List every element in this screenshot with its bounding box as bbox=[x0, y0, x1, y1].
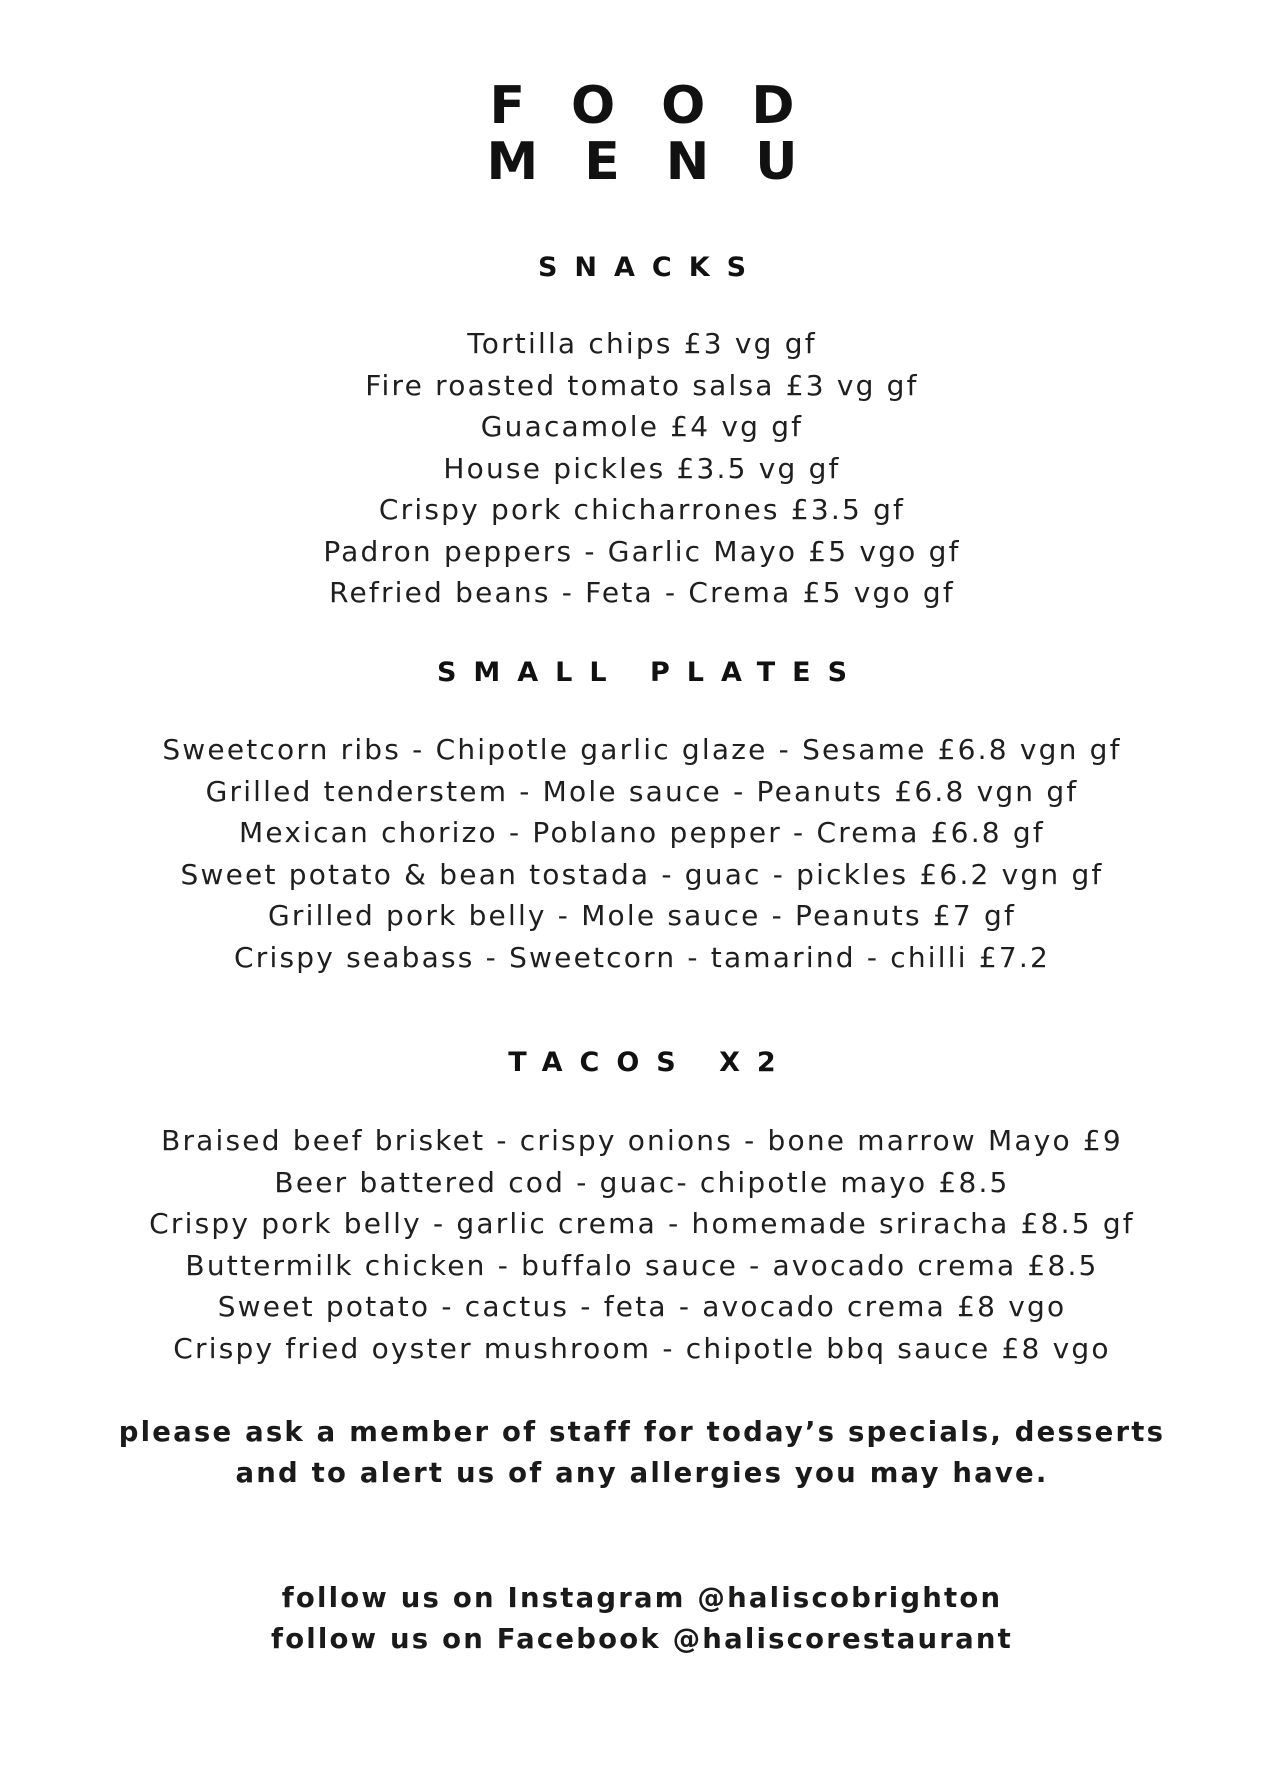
menu-item: Crispy seabass - Sweetcorn - tamarind - chilli £7.2 bbox=[234, 940, 1050, 974]
allergy-notice-line-1: please ask a member of staff for today’s specials, desserts bbox=[118, 1416, 1166, 1448]
menu-item: Padron peppers - Garlic Mayo £5 vgo gf bbox=[323, 534, 961, 568]
snacks-heading: SNACKS bbox=[537, 252, 764, 283]
menu-item: Guacamole £4 vg gf bbox=[480, 410, 804, 443]
menu-item: Tortilla chips £3 vg gf bbox=[467, 327, 817, 360]
menu-item: Sweet potato & bean tostada - guac - pickles £6.2 vgn gf bbox=[180, 857, 1104, 891]
facebook-line: follow us on Facebook @haliscorestaurant bbox=[271, 1623, 1013, 1655]
menu-item: Crispy pork chicharrones £3.5 gf bbox=[378, 493, 906, 526]
menu-item: Buttermilk chicken - buffalo sauce - avocado crema £8.5 bbox=[185, 1248, 1099, 1282]
menu-item: Crispy fried oyster mushroom - chipotle bbq sauce £8 vgo bbox=[173, 1331, 1111, 1365]
allergy-notice bbox=[0, 1412, 1284, 1494]
menu-title-line-1: FOOD bbox=[489, 76, 841, 136]
small-plates-heading: SMALL PLATES bbox=[436, 657, 865, 688]
menu-item: Braised beef brisket - crispy onions - bone marrow Mayo £9 bbox=[161, 1124, 1123, 1157]
menu-item: House pickles £3.5 vg gf bbox=[443, 451, 841, 485]
menu-item: Grilled tenderstem - Mole sauce - Peanuts £6.8 vgn gf bbox=[205, 774, 1079, 808]
menu-item: Fire roasted tomato salsa £3 vg gf bbox=[365, 368, 919, 402]
instagram-line: follow us on Instagram @haliscobrighton bbox=[281, 1582, 1003, 1614]
snacks-list bbox=[0, 323, 1284, 614]
menu-item: Mexican chorizo - Poblano pepper - Crema £6.8 gf bbox=[239, 816, 1045, 849]
menu-item: Grilled pork belly - Mole sauce - Peanuts £7 gf bbox=[267, 899, 1016, 932]
menu-item: Sweetcorn ribs - Chipotle garlic glaze - Sesame £6.8 vgn gf bbox=[162, 733, 1122, 766]
tacos-list bbox=[0, 1120, 1284, 1369]
menu-item: Crispy pork belly - garlic crema - homemade sriracha £8.5 gf bbox=[149, 1207, 1135, 1240]
tacos-heading: TACOS X2 bbox=[508, 1047, 793, 1078]
menu-title-line-2: MENU bbox=[486, 132, 844, 192]
allergy-notice-line-2: and to alert us of any allergies you may have. bbox=[235, 1457, 1049, 1489]
menu-item: Beer battered cod - guac- chipotle mayo £8.5 bbox=[274, 1165, 1010, 1199]
small-plates-list bbox=[0, 729, 1284, 978]
social-links bbox=[0, 1578, 1284, 1660]
menu-item: Sweet potato - cactus - feta - avocado crema £8 vgo bbox=[217, 1290, 1067, 1323]
menu-item: Refried beans - Feta - Crema £5 vgo gf bbox=[329, 576, 955, 609]
